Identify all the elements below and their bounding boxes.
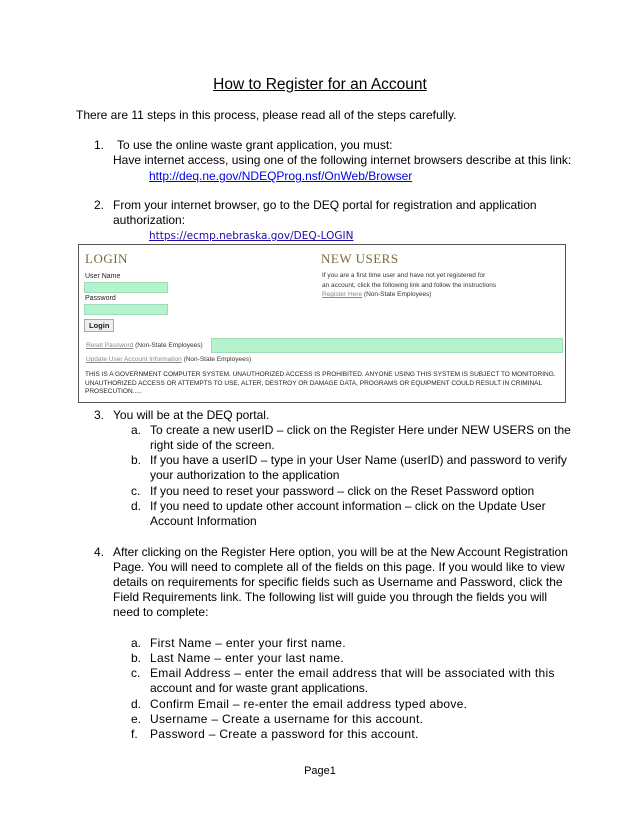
register-row — [322, 291, 431, 299]
list-item: Account Information — [150, 514, 257, 528]
list-item: If you need to update other account information – click on the Update User — [150, 499, 546, 513]
step-1-text: To use the online waste grant application, you must: — [117, 138, 393, 152]
list-item-label: d. — [131, 697, 142, 711]
list-item-label: e. — [131, 712, 142, 726]
warning-text: THIS IS A GOVERNMENT COMPUTER SYSTEM. UNAUTHORIZED ACCESS IS PROHIBITED. ANYONE USING THIS SYSTEM IS SUBJECT TO MONITORING. UNAUTHORIZED ACCESS OR ATTEMPTS TO USE, ALTER, DESTROY OR DAMAGE DATA, PROGRAMS OR EQUIPMENT COULD RESULT IN CRIMINAL PROSECUTION..... — [85, 371, 556, 395]
list-item: Password – Create a password for this account. — [150, 727, 419, 741]
page-number: Page1 — [304, 765, 336, 777]
step-3-number: 3. — [94, 408, 105, 422]
login-screenshot — [78, 244, 566, 403]
password-label: Password — [85, 295, 116, 302]
register-here-link[interactable]: Register Here — [322, 291, 363, 298]
step-4-text: Field Requirements link. The following list will guide you through the fields you will — [113, 590, 547, 604]
step-4-text: details on requirements for specific fields such as Username and Password, click the — [113, 575, 563, 589]
step-2-text: From your internet browser, go to the DEQ portal for registration and application — [113, 198, 537, 212]
reset-password-row — [86, 342, 203, 350]
list-item: Last Name – enter your last name. — [150, 651, 344, 665]
list-item: First Name – enter your first name. — [150, 636, 346, 650]
list-item: If you need to reset your password – click on the Reset Password option — [150, 484, 535, 498]
list-item: Email Address – enter the email address that will be associated with this — [150, 666, 555, 680]
list-item-label: a. — [131, 636, 142, 650]
step-4-text: need to complete: — [113, 605, 209, 619]
update-account-link[interactable]: Update User Account Information — [86, 356, 182, 363]
login-button[interactable]: Login — [84, 319, 114, 332]
page-title: How to Register for an Account — [213, 76, 427, 93]
list-item-label: d. — [131, 499, 142, 513]
step-1-number: 1. — [94, 138, 105, 152]
step-2-number: 2. — [94, 198, 105, 212]
new-users-heading: NEW USERS — [321, 251, 399, 266]
step-4-number: 4. — [94, 545, 105, 559]
reset-password-link[interactable]: Reset Password — [86, 342, 134, 349]
highlight-field — [211, 338, 563, 353]
non-state-note: (Non-State Employees) — [363, 291, 432, 298]
list-item-label: c. — [131, 484, 141, 498]
step-3-text: You will be at the DEQ portal. — [113, 408, 270, 422]
step-1-text-2: Have internet access, using one of the following internet browsers describe at this link: — [113, 153, 572, 167]
deq-login-link[interactable]: https://ecmp.nebraska.gov/DEQ-LOGIN — [149, 230, 354, 242]
list-item-label: a. — [131, 423, 142, 437]
list-item-label: c. — [131, 666, 141, 680]
new-users-text-1: If you are a first time user and have not yet registered for — [322, 272, 486, 279]
list-item: To create a new userID – click on the Register Here under NEW USERS on the — [150, 423, 571, 437]
user-name-input[interactable] — [84, 282, 168, 293]
update-account-row — [86, 356, 251, 364]
step-4-text: After clicking on the Register Here option, you will be at the New Account Registration — [113, 545, 568, 559]
list-item: Username – Create a username for this account. — [150, 712, 424, 726]
browser-link[interactable]: http://deq.ne.gov/NDEQProg.nsf/OnWeb/Browser — [149, 169, 413, 183]
list-item: right side of the screen. — [150, 438, 275, 452]
list-item-label: b. — [131, 453, 142, 467]
non-state-note: (Non-State Employees) — [135, 342, 203, 349]
list-item-label: f. — [131, 727, 138, 741]
step-2-text-2: authorization: — [113, 213, 186, 227]
new-users-text-2: an account, click the following link and follow the instructions — [322, 282, 497, 289]
non-state-note: (Non-State Employees) — [183, 356, 252, 363]
user-name-label: User Name — [85, 273, 121, 280]
list-item-label: b. — [131, 651, 142, 665]
password-input[interactable] — [84, 304, 168, 315]
list-item: If you have a userID – type in your User Name (userID) and password to verify — [150, 453, 567, 467]
list-item: your authorization to the application — [150, 468, 340, 482]
list-item: account and for waste grant applications. — [150, 681, 369, 695]
intro-text: There are 11 steps in this process, please read all of the steps carefully. — [76, 108, 457, 122]
list-item: Confirm Email – re-enter the email address typed above. — [150, 697, 468, 711]
step-4-text: Page. You will need to complete all of the fields on this page. If you would like to view — [113, 560, 565, 574]
login-heading: LOGIN — [85, 251, 128, 266]
